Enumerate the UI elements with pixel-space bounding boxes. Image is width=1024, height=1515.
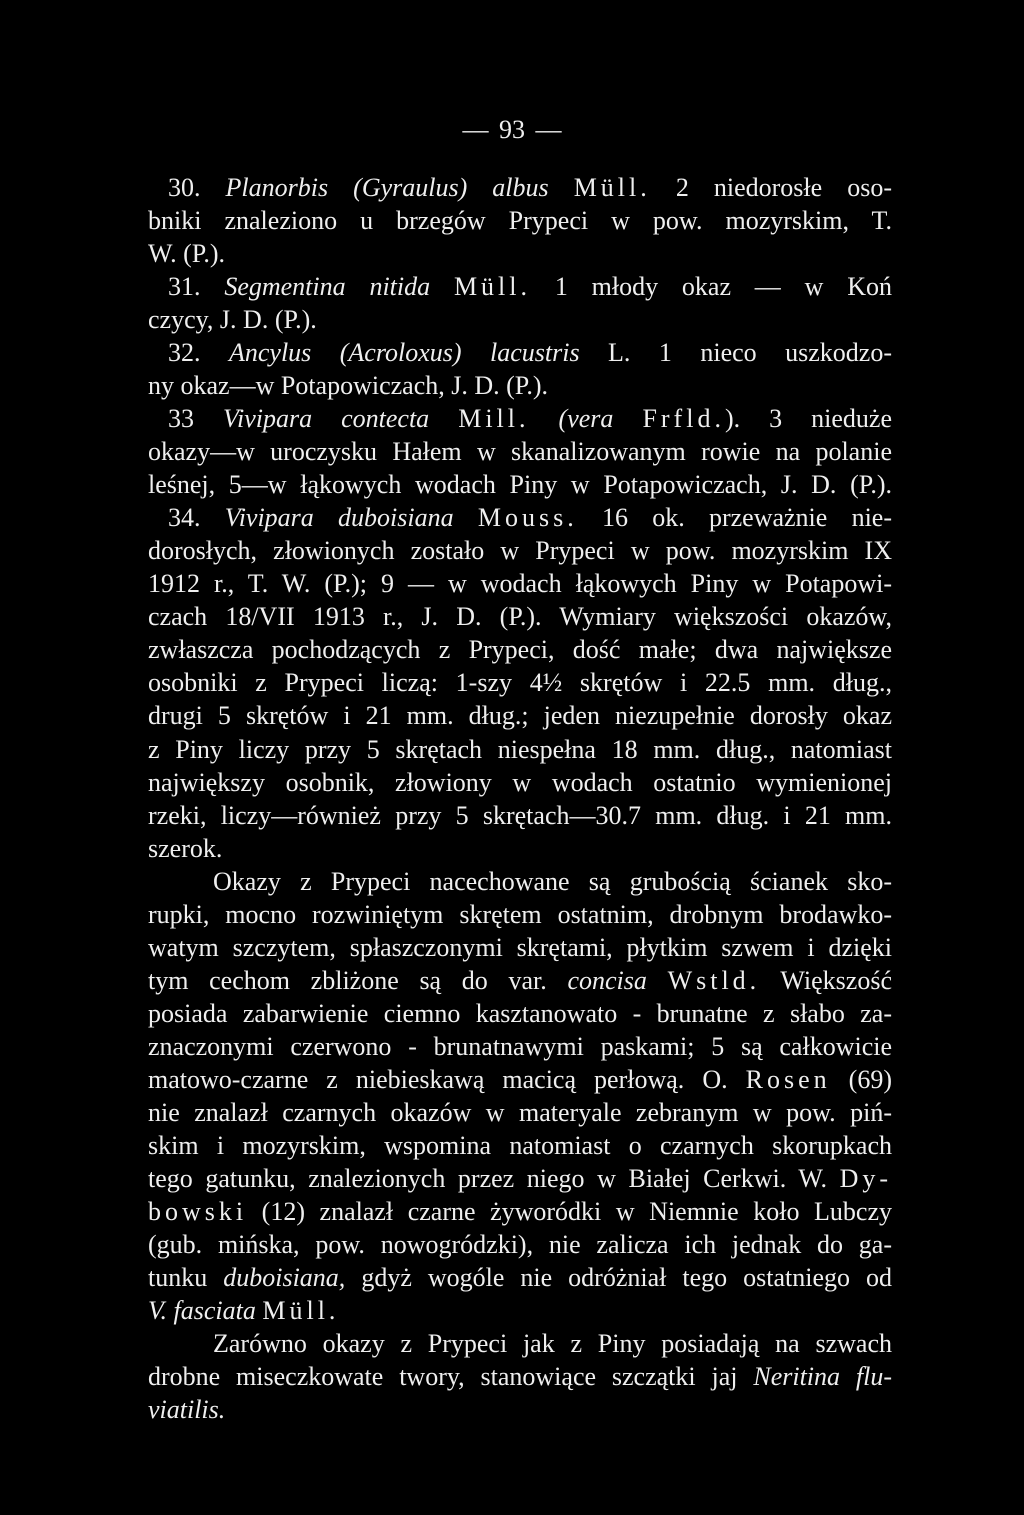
line-text bbox=[148, 1261, 892, 1294]
line-text bbox=[148, 435, 892, 468]
text-run: 1 młody okaz — w Koń bbox=[531, 272, 892, 302]
text-run: 31. bbox=[168, 272, 225, 302]
spaced-author-name: bowski bbox=[148, 1196, 248, 1226]
line-text bbox=[148, 1228, 892, 1261]
text-run: Zarówno okazy z Prypeci jak z Piny posiadają na szwach bbox=[213, 1329, 892, 1359]
italic-taxon-text: duboisiana, bbox=[223, 1262, 346, 1292]
text-run: szerok. bbox=[148, 833, 223, 863]
text-run: tunku bbox=[148, 1262, 224, 1292]
line-text bbox=[148, 1063, 892, 1096]
text-run: 33 bbox=[168, 404, 224, 434]
text-run: zwłaszcza pochodzących z Prypeci, dość małe; dwa największe bbox=[148, 635, 892, 665]
text-run: ). 3 nieduże bbox=[724, 404, 892, 434]
line-text bbox=[148, 1162, 892, 1195]
text-line bbox=[148, 1195, 892, 1228]
text-line bbox=[148, 369, 892, 402]
line-text bbox=[213, 865, 892, 898]
line-text bbox=[148, 534, 892, 567]
text-run: skim i mozyrskim, wspomina natomiast o czarnych skorupkach bbox=[148, 1130, 892, 1160]
italic-taxon-text: concisa bbox=[567, 965, 668, 995]
italic-taxon-text: Vivipara duboisiana bbox=[224, 503, 478, 533]
line-text bbox=[148, 1195, 892, 1228]
line-text bbox=[168, 501, 892, 534]
text-line bbox=[168, 402, 892, 435]
text-line bbox=[168, 270, 892, 303]
line-text bbox=[148, 369, 548, 402]
text-line bbox=[148, 832, 892, 865]
text-run: watym szczytem, spłaszczonymi skrętami, płytkim szwem i dzięki bbox=[148, 932, 892, 962]
text-run: tym cechom zbliżone są do var. bbox=[148, 965, 568, 995]
line-text bbox=[148, 931, 892, 964]
text-run: dorosłych, złowionych zostało w Prypeci w pow. mozyrskim IX bbox=[148, 536, 892, 566]
text-run: 34. bbox=[168, 503, 225, 533]
text-line bbox=[148, 1129, 892, 1162]
text-run: czycy, J. D. (P.). bbox=[148, 305, 317, 335]
text-line bbox=[148, 931, 892, 964]
text-run: osobniki z Prypeci liczą: 1-szy 4½ skrętów i 22.5 mm. dług., bbox=[148, 668, 892, 698]
text-line bbox=[148, 997, 892, 1030]
text-line bbox=[213, 1327, 892, 1360]
italic-taxon-text: V. fasciata bbox=[148, 1296, 263, 1326]
line-text bbox=[148, 997, 892, 1030]
text-line bbox=[148, 468, 892, 501]
line-text bbox=[168, 336, 892, 369]
line-text bbox=[148, 204, 892, 237]
line-text bbox=[148, 1030, 892, 1063]
text-run: Większość bbox=[760, 965, 892, 995]
line-text bbox=[213, 1327, 892, 1360]
text-run: W. (P.). bbox=[148, 239, 226, 269]
text-run: nie znalazł czarnych okazów w materyale zebranym w pow. piń- bbox=[148, 1097, 892, 1127]
text-run: czach 18/VII 1913 r., J. D. (P.). Wymiary większości okazów, bbox=[148, 602, 892, 632]
text-line bbox=[148, 1228, 892, 1261]
text-line bbox=[148, 204, 892, 237]
line-text bbox=[148, 666, 892, 699]
text-line bbox=[148, 1360, 892, 1393]
text-run: Okazy z Prypeci nacechowane są grubością ścianek sko- bbox=[213, 866, 892, 896]
spaced-author-name: Dy- bbox=[839, 1163, 892, 1193]
line-text bbox=[148, 832, 222, 865]
line-text bbox=[148, 1096, 892, 1129]
text-line bbox=[148, 600, 892, 633]
text-run: L. 1 nieco uszkodzo- bbox=[579, 338, 892, 368]
spaced-author-name: Mouss. bbox=[477, 503, 578, 533]
line-text bbox=[148, 600, 892, 633]
text-line bbox=[148, 1030, 892, 1063]
text-line bbox=[148, 237, 892, 270]
line-text bbox=[148, 699, 892, 732]
spaced-author-name: Rosen bbox=[745, 1064, 831, 1094]
line-text bbox=[148, 1129, 892, 1162]
line-text bbox=[148, 964, 892, 997]
line-text bbox=[148, 766, 892, 799]
text-run: leśnej, 5—w łąkowych wodach Piny w Potapowiczach, J. D. (P.). bbox=[148, 470, 892, 500]
text-line bbox=[168, 501, 892, 534]
spaced-author-name: Wstld. bbox=[667, 965, 761, 995]
line-text bbox=[168, 402, 892, 435]
line-text bbox=[168, 171, 892, 204]
text-run: (69) bbox=[830, 1064, 892, 1094]
text-run: rupki, mocno rozwiniętym skrętem ostatnim, drobnym brodawko- bbox=[148, 899, 892, 929]
text-line bbox=[148, 1063, 892, 1096]
text-run: największy osobnik, złowiony w wodach ostatnio wymienionej bbox=[148, 767, 892, 797]
line-text bbox=[148, 898, 892, 931]
text-run: z Piny liczy przy 5 skrętach niespełna 18 mm. dług., natomiast bbox=[148, 734, 892, 764]
text-line bbox=[148, 898, 892, 931]
spaced-author-name: Mill. bbox=[458, 404, 530, 434]
text-line bbox=[213, 865, 892, 898]
text-line bbox=[148, 633, 892, 666]
italic-taxon-text: Vivipara contecta bbox=[223, 404, 459, 434]
text-line bbox=[148, 567, 892, 600]
text-run: ny okaz—w Potapowiczach, J. D. (P.). bbox=[148, 371, 549, 401]
spaced-author-name: Frfld. bbox=[642, 404, 725, 434]
italic-taxon-text: (vera bbox=[529, 404, 643, 434]
spaced-author-name: Müll. bbox=[453, 272, 532, 302]
text-run: znaczonymi czerwono - brunatnawymi paskami; 5 są całkowicie bbox=[148, 1031, 892, 1061]
text-line bbox=[148, 1393, 892, 1426]
italic-taxon-text: Neritina flu- bbox=[753, 1362, 892, 1392]
text-line bbox=[168, 171, 892, 204]
line-text bbox=[168, 270, 892, 303]
text-run: matowo-czarne z niebieskawą macicą perłową. O. bbox=[148, 1064, 746, 1094]
text-run: 16 ok. przeważnie nie- bbox=[577, 503, 892, 533]
text-run: 32. bbox=[168, 338, 229, 368]
line-text bbox=[148, 1360, 892, 1393]
text-run: 1912 r., T. W. (P.); 9 — w wodach łąkowych Piny w Potapowi- bbox=[148, 569, 892, 599]
text-line bbox=[148, 766, 892, 799]
line-text bbox=[148, 633, 892, 666]
line-text bbox=[148, 468, 892, 501]
text-line bbox=[148, 666, 892, 699]
italic-taxon-text: Ancylus (Acroloxus) lacustris bbox=[228, 338, 580, 368]
text-run: okazy—w uroczysku Hałem w skanalizowanym rowie na polanie bbox=[148, 437, 892, 467]
text-run: posiada zabarwienie ciemno kasztanowato - brunatne z słabo za- bbox=[148, 998, 892, 1028]
text-run: rzeki, liczy—również przy 5 skrętach—30.7 mm. dług. i 21 mm. bbox=[148, 800, 892, 830]
text-line bbox=[148, 1294, 892, 1327]
text-run: tego gatunku, znalezionych przez niego w Białej Cerkwi. W. bbox=[148, 1163, 840, 1193]
text-line bbox=[148, 799, 892, 832]
text-line bbox=[148, 1162, 892, 1195]
text-line bbox=[148, 699, 892, 732]
text-run: (gub. mińska, pow. nowogródzki), nie zalicza ich jednak do ga- bbox=[148, 1229, 892, 1259]
page-number: — 93 — bbox=[462, 115, 562, 144]
text-line bbox=[148, 1096, 892, 1129]
line-text bbox=[148, 303, 317, 336]
text-run: gdyż wogóle nie odróżniał tego ostatniego od bbox=[345, 1262, 892, 1292]
italic-taxon-text: viatilis. bbox=[148, 1395, 226, 1425]
line-text bbox=[148, 733, 892, 766]
line-text bbox=[148, 799, 892, 832]
line-text bbox=[148, 1294, 339, 1327]
text-run: 2 niedorosłe oso- bbox=[650, 173, 892, 202]
text-line bbox=[148, 1261, 892, 1294]
line-text bbox=[148, 1393, 225, 1426]
spaced-author-name: Müll. bbox=[573, 173, 651, 202]
text-line bbox=[148, 964, 892, 997]
text-run: drobne miseczkowate twory, stanowiące szczątki jaj bbox=[148, 1362, 754, 1392]
line-text bbox=[148, 237, 225, 270]
text-run: (12) znalazł czarne żyworódki w Niemnie koło Lubczy bbox=[247, 1196, 892, 1226]
line-text bbox=[148, 567, 892, 600]
italic-taxon-text: Segmentina nitida bbox=[224, 272, 454, 302]
text-run: 30. bbox=[168, 173, 226, 202]
text-run: drugi 5 skrętów i 21 mm. dług.; jeden niezupełnie dorosły okaz bbox=[148, 701, 892, 731]
text-line bbox=[148, 534, 892, 567]
text-line bbox=[168, 336, 892, 369]
italic-taxon-text: Planorbis (Gyraulus) albus bbox=[225, 173, 574, 202]
text-line bbox=[148, 303, 892, 336]
spaced-author-name: Müll. bbox=[262, 1296, 340, 1326]
text-line bbox=[148, 435, 892, 468]
text-line bbox=[148, 733, 892, 766]
text-run: bniki znaleziono u brzegów Prypeci w pow. mozyrskim, T. bbox=[148, 206, 892, 236]
